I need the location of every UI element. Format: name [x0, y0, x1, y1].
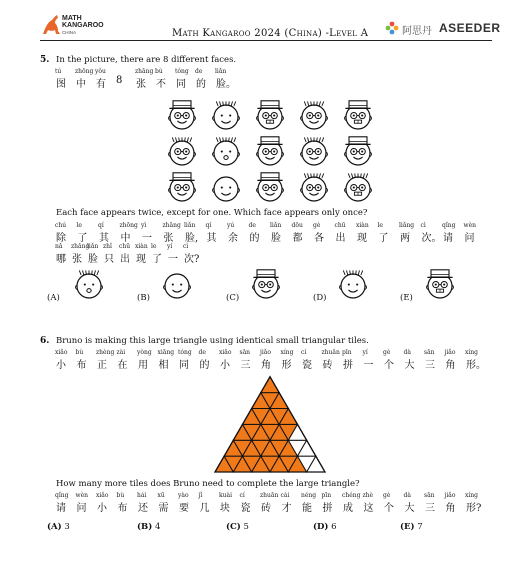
q6-line1-char: 角: [261, 360, 271, 371]
face-icon: [164, 274, 191, 298]
q6-line1-char: 在: [117, 360, 128, 371]
q5-line1-char: 8: [116, 75, 123, 86]
q6-line2-char: 才: [281, 503, 292, 514]
q6-line2-char: 成: [343, 503, 353, 514]
q6-line2-char: 还: [138, 503, 148, 514]
face-icon: [345, 173, 372, 201]
q5-line3-pinyin: nǎ: [55, 243, 63, 250]
q6-line1-char: 一: [363, 360, 374, 371]
q6-line2-pinyin: zhè: [362, 492, 374, 499]
q5-line2-pinyin: zhōng: [119, 222, 138, 229]
q6-line1-char: 同: [179, 360, 189, 371]
q6-option-e-value: 7: [417, 522, 423, 532]
q6-line2-pinyin: qǐng: [55, 492, 69, 499]
page-header-title: Math Kangaroo 2024 (China) -Level A: [172, 28, 369, 39]
q6-line1-char: 形。: [466, 360, 486, 371]
q6-line2-char: 需: [158, 503, 169, 514]
q6-line1-pinyin: yòng: [137, 349, 152, 356]
q6-line1-pinyin: xiāng: [157, 349, 175, 356]
q5-line2-pinyin: xiàn: [356, 222, 369, 229]
face-icon: [253, 270, 280, 298]
q5-line2-pinyin: liǎn: [184, 222, 196, 229]
q5-line1-pinyin: tú: [55, 68, 62, 75]
q5-line2-pinyin: gè: [313, 222, 321, 229]
q5-line1-char: 同: [176, 79, 186, 90]
q6-line1-char: 砖: [322, 360, 333, 371]
q5-line2-char: 脸,: [185, 233, 199, 244]
face-icon: [169, 173, 196, 201]
face-icon: [213, 177, 240, 201]
q5-option-d-label[interactable]: (D): [313, 293, 327, 303]
q5-line2-char: 中: [120, 233, 131, 244]
q5-option-c-label[interactable]: (C): [226, 293, 240, 303]
q5-line2-char: 其: [206, 233, 217, 244]
q6-prompt: Bruno is making this large triangle using identical small triangular tiles.: [56, 336, 369, 346]
q6-line2-char: 请: [56, 503, 66, 514]
q6-number: 6.: [40, 336, 50, 346]
q5-line2-char: 除: [56, 233, 66, 244]
face-icon: [427, 270, 454, 298]
face-icon: [257, 173, 284, 201]
q6-line1-pinyin: de: [198, 349, 206, 356]
q6-line2-char: 大: [404, 503, 415, 514]
q5-line1-pinyin: tóng: [175, 68, 189, 75]
q6-line1-pinyin: dà: [403, 349, 411, 356]
q5-line2-char: 问: [464, 233, 475, 244]
triangle-tile: [261, 377, 279, 393]
q6-option-e[interactable]: [400, 522, 423, 532]
q5-line2-char: 请: [443, 233, 453, 244]
q6-line2-pinyin: bù: [116, 492, 125, 499]
q5-line2-char: 两: [400, 233, 410, 244]
q5-line3-pinyin: le: [151, 243, 157, 250]
q6-line1-pinyin: zhuān: [321, 349, 340, 356]
q6-line2-pinyin: xiǎo: [96, 492, 109, 499]
q6-line2-pinyin: pīn: [321, 492, 332, 499]
q6-line1-pinyin: xíng: [280, 349, 294, 356]
q5-line1-pinyin: liǎn: [215, 68, 227, 75]
face-icon: [301, 101, 328, 129]
q6-line1-pinyin: xíng: [465, 349, 479, 356]
q6-option-d-value: 6: [331, 522, 337, 532]
q6-line2-pinyin: kuài: [219, 492, 232, 499]
aseeder-flower-icon: [385, 21, 399, 35]
q6-line2-char: 形?: [466, 503, 482, 514]
q5-line2-pinyin: le: [377, 222, 383, 229]
math-kangaroo-logo: [40, 12, 104, 38]
q5-line3-pinyin: yí: [167, 243, 173, 250]
face-icon: [213, 101, 240, 129]
q6-option-a-label: (A): [47, 522, 62, 532]
q6-option-c[interactable]: [226, 522, 249, 532]
q6-line1-pinyin: zhèng: [96, 349, 115, 356]
q5-line2-char: 余: [228, 233, 238, 244]
q5-line1-char: 不: [156, 79, 166, 90]
q5-question: Each face appears twice, except for one. Which face appears only once?: [56, 208, 368, 218]
q6-line2-pinyin: sān: [424, 492, 435, 499]
q6-line1-char: 角: [445, 360, 456, 371]
q5-prompt: In the picture, there are 8 different faces.: [56, 55, 237, 65]
q6-line2-pinyin: chéng: [342, 492, 361, 499]
q6-line1-pinyin: bù: [75, 349, 84, 356]
q5-line3-char: 一: [168, 254, 178, 265]
q5-line2-char: 脸: [271, 233, 281, 244]
q6-line1-char: 小: [220, 360, 230, 371]
q5-line1-char: 中: [76, 79, 86, 90]
logo-line1: MATH: [62, 15, 82, 22]
q6-line1-pinyin: sān: [239, 349, 251, 356]
q5-line1-char: 图: [56, 79, 66, 90]
q5-chinese-line2: [56, 229, 496, 244]
q5-line2-char: 各: [314, 233, 324, 244]
q5-line3-pinyin: cì: [183, 243, 189, 250]
aseeder-logo: [385, 20, 501, 37]
q6-line1-pinyin: cí: [301, 349, 307, 356]
q5-line3-pinyin: zhāng: [71, 243, 90, 250]
q5-line2-char: 了: [77, 233, 88, 244]
q6-line2-pinyin: zhuān: [260, 492, 279, 499]
q5-line2-char: 一: [142, 233, 152, 244]
q5-line2-pinyin: qí: [98, 222, 104, 229]
q6-line1-char: 用: [138, 360, 148, 371]
q6-line2-char: 能: [302, 503, 312, 514]
q5-line3-char: 出: [120, 254, 130, 265]
q6-line2-char: 几: [199, 503, 210, 514]
q5-line3-char: 张: [72, 254, 82, 265]
q5-line2-pinyin: liǎng: [399, 222, 415, 229]
q6-line1-pinyin: yí: [362, 349, 368, 356]
kangaroo-icon: [40, 12, 62, 36]
q6-line2-char: 砖: [261, 503, 271, 514]
q5-line1-pinyin: de: [195, 68, 203, 75]
q6-line2-pinyin: xíng: [465, 492, 479, 499]
q5-option-faces: [0, 268, 510, 304]
q6-line2-char: 三: [425, 503, 435, 514]
q6-line2-char: 瓷: [240, 503, 251, 514]
q6-option-b-value: 4: [154, 522, 161, 532]
q6-option-a[interactable]: [47, 522, 70, 532]
q6-line1-pinyin: jiǎo: [444, 349, 456, 356]
face-icon: [169, 137, 196, 165]
q5-chinese-line3: [56, 250, 256, 265]
q5-line1-char: 的: [196, 79, 206, 90]
q6-line1-char: 小: [56, 360, 66, 371]
q5-line3-pinyin: liǎn: [87, 243, 99, 250]
q5-line1-pinyin: yǒu: [95, 68, 106, 75]
q6-line2-char: 要: [179, 503, 189, 514]
q5-line3-char: 哪: [56, 254, 66, 265]
q6-line2-pinyin: hái: [137, 492, 147, 499]
q5-line2-pinyin: wèn: [463, 222, 477, 229]
q5-line2-char: 次。: [421, 233, 442, 244]
face-icon: [301, 137, 328, 165]
q5-line2-pinyin: yú: [227, 222, 235, 229]
q5-line2-pinyin: chú: [55, 222, 67, 229]
q6-line2-char: 块: [220, 503, 230, 514]
q5-line3-char: 只: [104, 254, 114, 265]
q5-faces-grid: [160, 95, 390, 205]
q5-line2-char: 现: [357, 233, 367, 244]
q6-chinese-line2: [56, 499, 496, 514]
q6-line2-char: 这: [363, 503, 374, 514]
q5-option-e-label[interactable]: (E): [400, 293, 413, 303]
q6-line2-pinyin: néng: [301, 492, 317, 499]
q5-line2-pinyin: de: [248, 222, 256, 229]
header-rule: [40, 40, 492, 41]
q6-line1-char: 布: [76, 360, 87, 371]
face-icon: [213, 137, 240, 165]
q5-chinese-line1: [56, 75, 256, 90]
q6-option-b-label: (B): [137, 522, 153, 532]
q5-option-b-label[interactable]: (B): [137, 293, 150, 303]
q5-line1-pinyin: bù: [155, 68, 163, 75]
q6-line2-pinyin: yào: [178, 492, 189, 499]
q5-number: 5.: [40, 55, 50, 65]
q6-line2-char: 拼: [322, 503, 333, 514]
q5-line2-pinyin: liǎn: [270, 222, 282, 229]
face-icon: [345, 101, 372, 129]
q6-option-c-label: (C): [226, 522, 241, 532]
q5-line3-pinyin: zhǐ: [103, 243, 112, 250]
q5-line3-char: 了: [152, 254, 162, 265]
q6-question: How many more tiles does Bruno need to complete the large triangle?: [56, 479, 360, 489]
q6-line2-pinyin: xū: [157, 492, 165, 499]
q6-triangle-figure: [212, 375, 328, 475]
q6-line2-pinyin: wèn: [75, 492, 89, 499]
q6-line1-char: 的: [199, 360, 210, 371]
q6-line1-pinyin: jiǎo: [260, 349, 271, 356]
q5-option-a-label[interactable]: (A): [47, 293, 60, 303]
q5-line2-char: 出: [335, 233, 346, 244]
q5-line2-pinyin: chū: [334, 222, 346, 229]
q6-option-e-label: (E): [400, 522, 415, 532]
q5-line2-pinyin: zhāng: [162, 222, 181, 229]
logo-line2: KANGAROO: [62, 22, 104, 29]
q5-line3-char: 次?: [184, 254, 200, 265]
q5-line1-pinyin: zhōng: [75, 68, 94, 75]
q6-line2-pinyin: cái: [280, 492, 290, 499]
q6-chinese-line1: [56, 356, 496, 371]
q5-line2-pinyin: dōu: [291, 222, 303, 229]
q5-line3-char: 脸: [88, 254, 98, 265]
q6-line1-char: 相: [158, 360, 169, 371]
q6-line1-char: 三: [240, 360, 251, 371]
q6-option-c-value: 5: [243, 522, 249, 532]
q5-line2-char: 了: [378, 233, 389, 244]
q5-line2-pinyin: cì: [420, 222, 426, 229]
q6-line1-pinyin: xiǎo: [55, 349, 68, 356]
q6-line1-pinyin: zài: [116, 349, 126, 356]
q5-line3-pinyin: xiàn: [135, 243, 148, 250]
q5-line1-pinyin: zhāng: [135, 68, 154, 75]
q5-line1-char: 张: [136, 79, 146, 90]
face-icon: [340, 270, 367, 298]
q6-line2-char: 角: [445, 503, 456, 514]
q6-option-d-label: (D): [313, 522, 329, 532]
sponsor-english: ASEEDER: [439, 21, 501, 35]
q6-line2-pinyin: jǐ: [198, 492, 203, 499]
sponsor-chinese: 阿思丹: [402, 26, 432, 37]
q6-line2-pinyin: gè: [383, 492, 391, 499]
q5-line1-char: 有: [96, 79, 106, 90]
q6-line1-char: 个: [384, 360, 394, 371]
q5-line2-char: 都: [292, 233, 303, 244]
q5-line2-pinyin: qí: [205, 222, 212, 229]
q6-line1-char: 正: [97, 360, 107, 371]
q5-line2-pinyin: le: [76, 222, 82, 229]
q6-line1-pinyin: tóng: [178, 349, 192, 356]
q6-line1-pinyin: xiǎo: [219, 349, 232, 356]
face-icon: [169, 101, 196, 129]
q6-line1-pinyin: pīn: [342, 349, 352, 356]
q5-line3-pinyin: chū: [119, 243, 131, 250]
q5-line2-char: 张: [163, 233, 174, 244]
face-icon: [257, 137, 284, 165]
face-icon: [345, 137, 372, 165]
q6-line1-char: 三: [425, 360, 435, 371]
face-icon: [301, 173, 328, 201]
q6-option-d[interactable]: [313, 522, 337, 532]
q5-line2-char: 其: [99, 233, 109, 244]
q6-line2-char: 个: [384, 503, 394, 514]
q6-line1-pinyin: sān: [424, 349, 435, 356]
face-icon: [257, 101, 284, 129]
q6-line2-pinyin: dà: [403, 492, 411, 499]
q6-option-b[interactable]: [137, 522, 160, 532]
q6-line2-pinyin: cí: [239, 492, 245, 499]
q6-line2-char: 问: [76, 503, 87, 514]
q5-line1-char: 脸。: [216, 79, 236, 90]
q5-line2-pinyin: qǐng: [442, 222, 456, 229]
q6-line2-char: 布: [117, 503, 128, 514]
q6-line1-char: 形: [281, 360, 292, 371]
q6-line1-char: 瓷: [302, 360, 312, 371]
face-icon: [76, 270, 103, 298]
q6-option-a-value: 3: [64, 522, 70, 532]
q5-line3-char: 现: [136, 254, 146, 265]
logo-line3: CHINA: [62, 30, 77, 35]
q5-line2-char: 的: [249, 233, 260, 244]
q6-line1-char: 拼: [343, 360, 353, 371]
q6-line1-char: 大: [404, 360, 415, 371]
q6-line2-pinyin: jiǎo: [444, 492, 456, 499]
q6-line2-char: 小: [97, 503, 107, 514]
q5-line2-pinyin: yì: [141, 222, 147, 229]
q6-line1-pinyin: gè: [383, 349, 391, 356]
